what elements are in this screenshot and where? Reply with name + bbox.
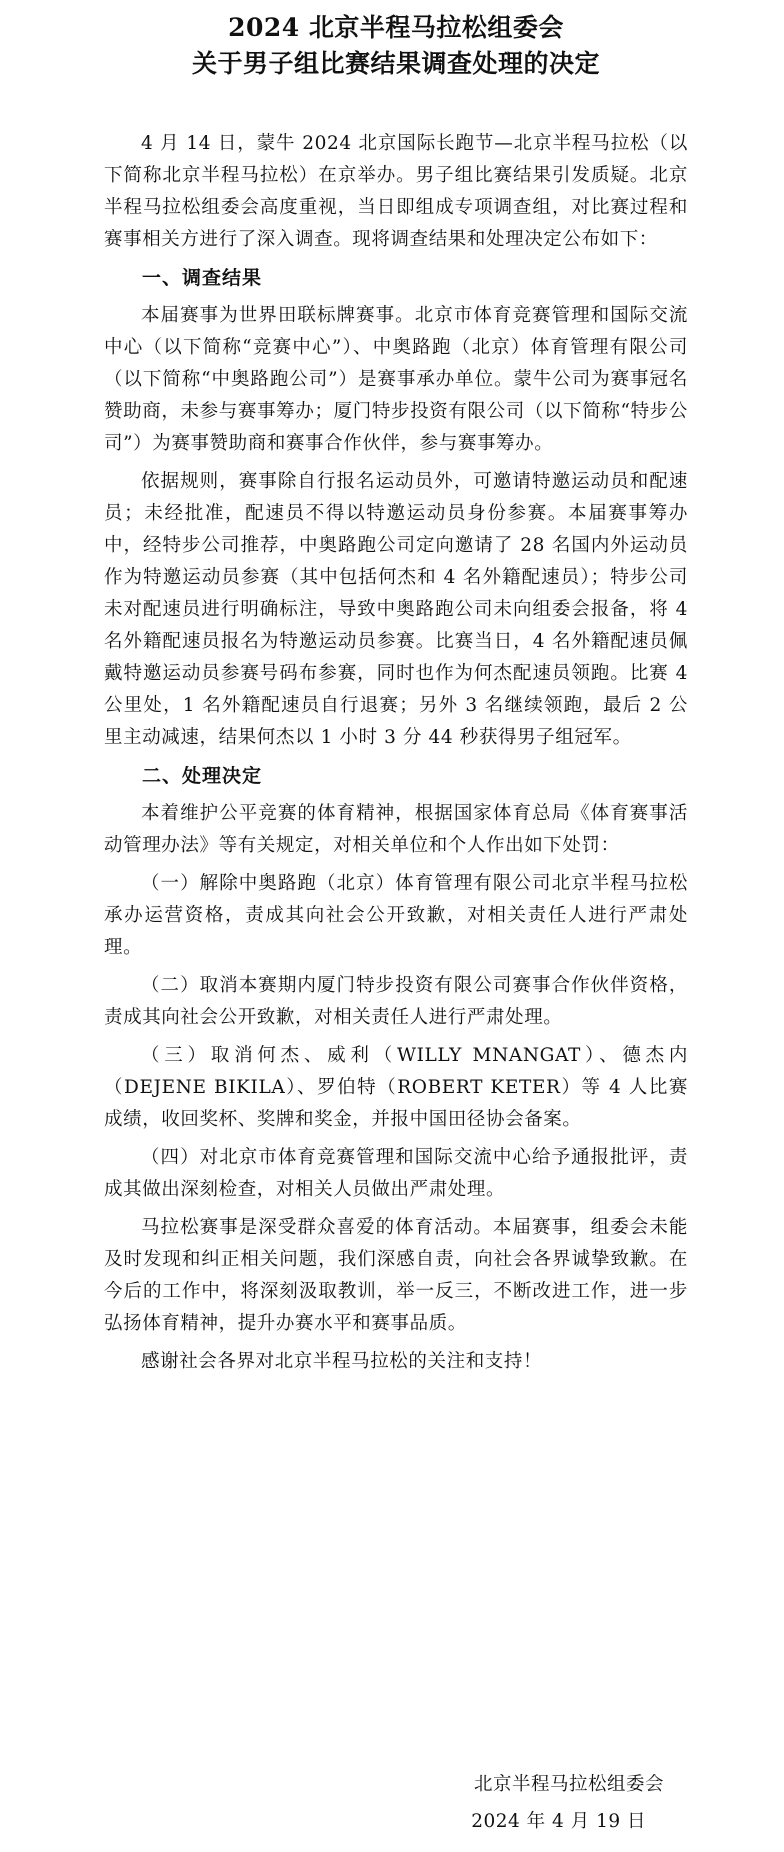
- decision-item-4: （四）对北京市体育竞赛管理和国际交流中心给予通报批评，责成其做出深刻检查，对相关人员做出严肃处理。: [104, 1147, 688, 1200]
- closing-paragraph: 马拉松赛事是深受群众喜爱的体育活动。本届赛事，组委会未能及时发现和纠正相关问题，我们深感自责，向社会各界诚挚致歉。在今后的工作中，将深刻汲取教训，举一反三，不断改进工作，进一步弘扬体育精神，提升办赛水平和赛事品质。: [104, 1217, 688, 1334]
- signature-organization: 北京半程马拉松组委会: [473, 1774, 664, 1795]
- intro-paragraph: 4 月 14 日，蒙牛 2024 北京国际长跑节—北京半程马拉松（以下简称北京半程马拉松）在京举办。男子组比赛结果引发质疑。北京半程马拉松组委会高度重视，当日即组成专项调查组，对比赛过程和赛事相关方进行了深入调查。现将调查结果和处理决定公布如下：: [104, 133, 688, 250]
- thanks-paragraph: 感谢社会各界对北京半程马拉松的关注和支持！: [141, 1351, 543, 1372]
- decision-item-3: （三）取消何杰、威利（WILLY MNANGAT）、德杰内（DEJENE BIKILA）、罗伯特（ROBERT KETER）等 4 人比赛成绩，收回奖杯、奖牌和奖金，并报中国田径协会备案。: [104, 1045, 688, 1130]
- findings-paragraph: 本届赛事为世界田联标牌赛事。北京市体育竞赛管理和国际交流中心（以下简称“竞赛中心”）、中奥路跑（北京）体育管理有限公司（以下简称“中奥路跑公司”）是赛事承办单位。蒙牛公司为赛事冠名赞助商，未参与赛事筹办；厦门特步投资有限公司（以下简称“特步公司”）为赛事赞助商和赛事合作伙伴，参与赛事筹办。: [104, 305, 688, 454]
- decision-item-1: （一）解除中奥路跑（北京）体育管理有限公司北京半程马拉松承办运营资格，责成其向社会公开致歉，对相关责任人进行严肃处理。: [104, 873, 688, 958]
- section-heading-findings: 一、调查结果: [142, 267, 263, 289]
- title-line-2: 关于男子组比赛结果调查处理的决定: [191, 49, 600, 78]
- decision-paragraph: 本着维护公平竞赛的体育精神，根据国家体育总局《体育赛事活动管理办法》等有关规定，对相关单位和个人作出如下处罚：: [104, 803, 688, 856]
- signature-date: 2024 年 4 月 19 日: [471, 1811, 646, 1832]
- document-body: [104, 128, 688, 1378]
- title-line-1: 2024 北京半程马拉松组委会: [228, 13, 564, 42]
- document-title: [104, 10, 688, 82]
- section-heading-decision: 二、处理决定: [142, 765, 263, 787]
- findings-paragraph: 依据规则，赛事除自行报名运动员外，可邀请特邀运动员和配速员；未经批准，配速员不得以特邀运动员身份参赛。本届赛事筹办中，经特步公司推荐，中奥路跑公司定向邀请了 28 名国内外运动员作为特邀运动员参赛（其中包括何杰和 4 名外籍配速员）；特步公司未对配速员进行明确标注，导致中奥路跑公司未向组委会报备，将 4 名外籍配速员报名为特邀运动员参赛。比赛当日，4 名外籍配速员佩戴特邀运动员参赛号码布参赛，同时也作为何杰配速员领跑。比赛 4 公里处，1 名外籍配速员自行退赛；另外 3 名继续领跑，最后 2 公里主动减速，结果何杰以 1 小时 3 分 44 秒获得男子组冠军。: [104, 471, 688, 748]
- decision-item-2: （二）取消本赛期内厦门特步投资有限公司赛事合作伙伴资格，责成其向社会公开致歉，对相关责任人进行严肃处理。: [104, 975, 688, 1028]
